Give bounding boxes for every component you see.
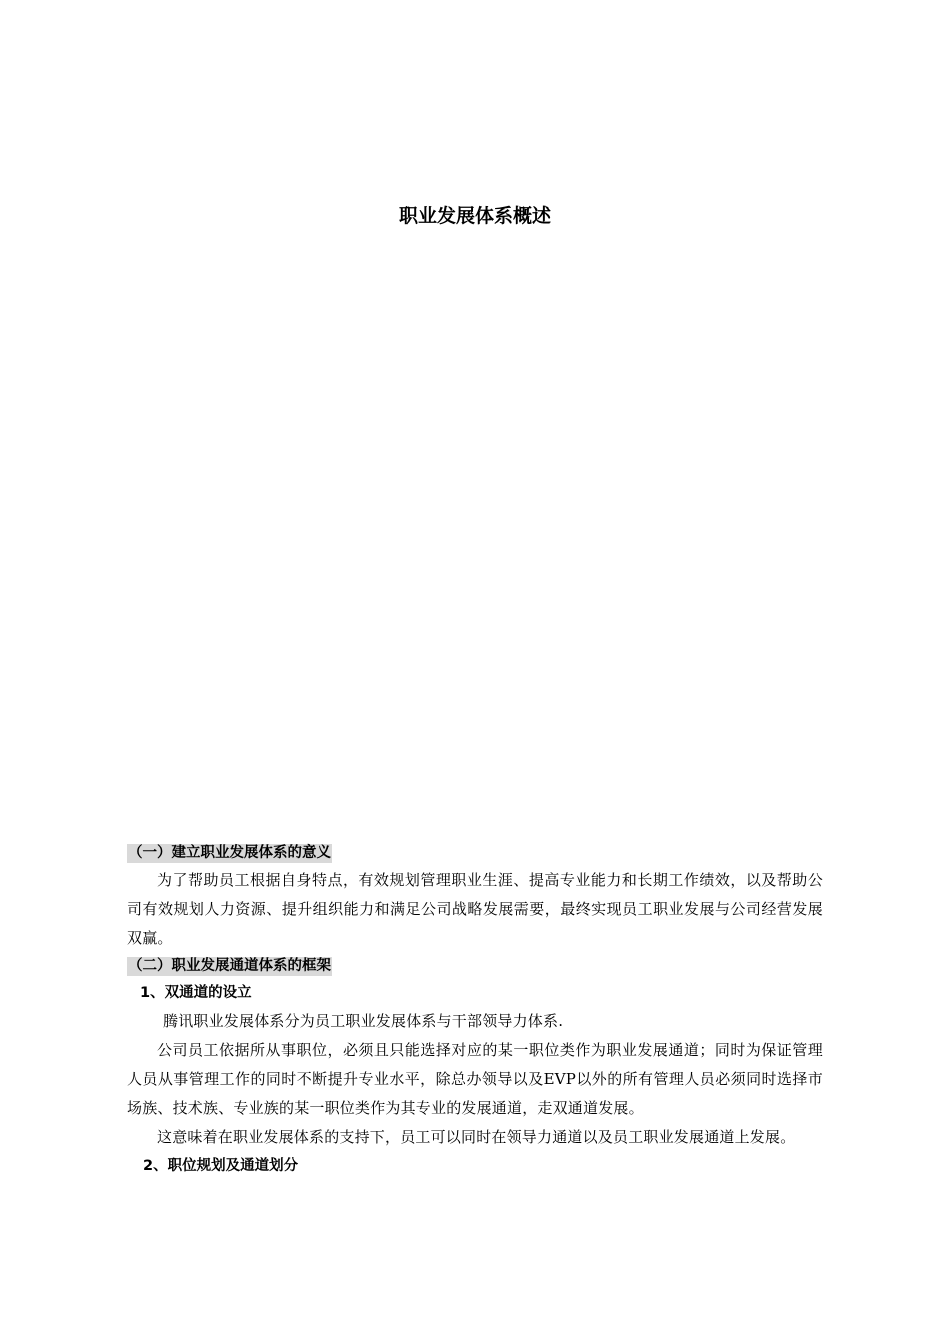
subsection-heading-position-planning: 2、职位规划及通道划分 xyxy=(143,1158,299,1174)
section-heading: （二）职业发展通道体系的框架 xyxy=(128,958,331,974)
section-1 xyxy=(127,842,823,866)
subsection-heading-dual-channel: 1、双通道的设立 xyxy=(140,985,252,1001)
paragraph-system-division: 腾讯职业发展体系分为员工职业发展体系与干部领导力体系. xyxy=(163,1012,564,1030)
paragraph-channel-selection: 公司员工依据所从事职位，必须且只能选择对应的某一职位类作为职业发展通道；同时为保证管理人员从事管理工作的同时不断提升专业水平，除总办领导以及EVP以外的所有管理人员必须同时选择市场族、技术族、专业族的某一职位类作为其专业的发展通道，走双通道发展。 xyxy=(127,1041,823,1117)
document-body xyxy=(127,842,823,1180)
section-1-paragraph: 为了帮助员工根据自身特点，有效规划管理职业生涯、提高专业能力和长期工作绩效，以及帮助公司有效规划人力资源、提升组织能力和满足公司战略发展需要，最终实现员工职业发展与公司经营发展双赢。 xyxy=(127,871,823,947)
section-2 xyxy=(127,955,823,979)
document-title: 职业发展体系概述 xyxy=(398,205,551,227)
section-heading: （一）建立职业发展体系的意义 xyxy=(128,845,331,861)
paragraph-meaning: 这意味着在职业发展体系的支持下，员工可以同时在领导力通道以及员工职业发展通道上发展。 xyxy=(157,1128,796,1146)
